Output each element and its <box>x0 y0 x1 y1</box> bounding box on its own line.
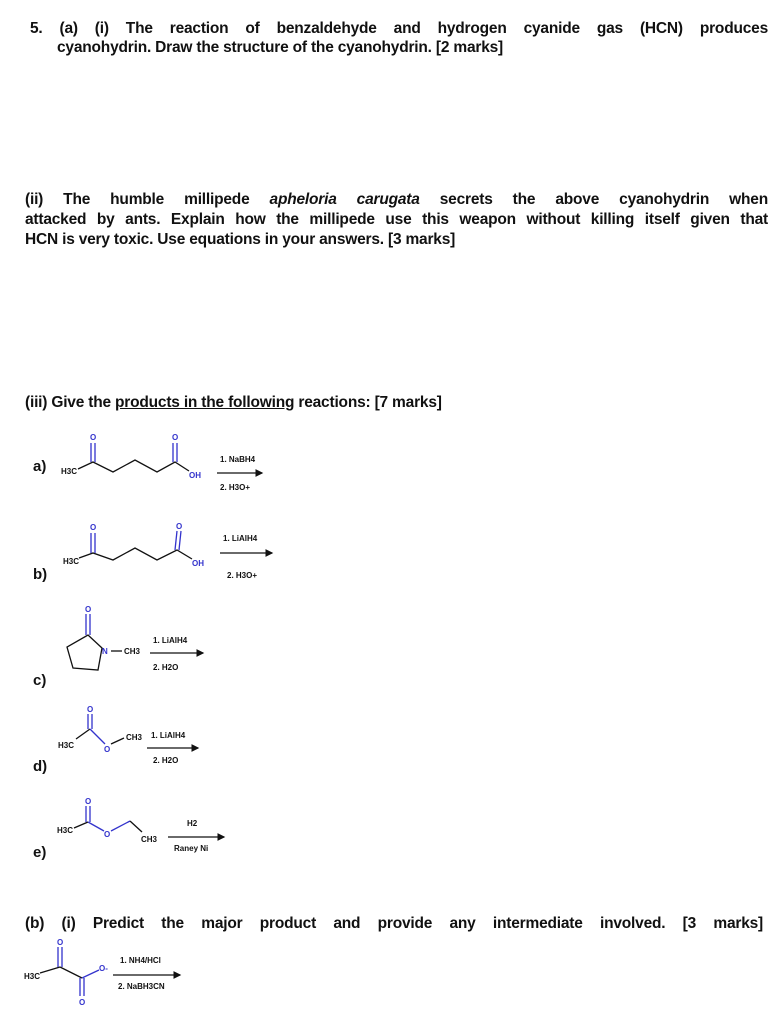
question-5a-ii-line2: attacked by ants. Explain how the millipede use this weapon without killing itself given that <box>25 211 768 228</box>
hydroxyl-label: OH <box>192 559 204 568</box>
question-5a-i-line2: cyanohydrin. Draw the structure of the cyanohydrin. [2 marks] <box>57 39 504 56</box>
text: (ii) The humble millipede <box>25 191 270 208</box>
reagent-1: 1. LiAlH4 <box>153 636 188 645</box>
reaction-e-label: e) <box>33 844 47 861</box>
reagent-1: H2 <box>187 819 198 828</box>
molecule-c <box>67 614 122 670</box>
text: (iii) Give the <box>25 394 116 411</box>
molecule-e <box>74 806 142 832</box>
reagent-2: 2. H2O <box>153 663 179 672</box>
methyl-label: H3C <box>57 826 74 835</box>
oxygen-label: O <box>172 433 179 442</box>
oxide-label: O- <box>99 964 108 973</box>
question-5a-ii-line3: HCN is very toxic. Use equations in your answers. [3 marks] <box>25 231 456 248</box>
oxygen-label: O <box>90 523 97 532</box>
reagent-2: 2. H2O <box>153 756 179 765</box>
reagent-2: Raney Ni <box>174 844 209 853</box>
oxygen-label: O <box>87 705 94 714</box>
oxygen-label: O <box>90 433 97 442</box>
methyl-label: H3C <box>63 557 80 566</box>
nitrogen-label: N <box>102 647 108 656</box>
reaction-c-label: c) <box>33 672 47 689</box>
oxygen-label: O <box>85 605 92 614</box>
reagent-1: 1. NH4/HCl <box>120 956 161 965</box>
oxygen-label: O <box>57 938 64 947</box>
text: reactions: [7 marks] <box>294 394 442 411</box>
reaction-b-label: b) <box>33 566 48 583</box>
reagent-2: 2. H3O+ <box>220 483 251 492</box>
question-5a-i-line1: 5. (a) (i) The reaction of benzaldehyde and hydrogen cyanide gas (HCN) produces <box>30 20 768 37</box>
reagent-1: 1. NaBH4 <box>220 455 256 464</box>
methyl-label: H3C <box>58 741 75 750</box>
methyl-label: H3C <box>24 972 41 981</box>
hydroxyl-label: OH <box>189 471 201 480</box>
reaction-d-label: d) <box>33 758 48 775</box>
question-5b-i: (b) (i) Predict the major product and provide any intermediate involved. [3 marks] <box>25 915 763 932</box>
molecule-d <box>76 714 124 744</box>
molecule-a <box>78 443 189 472</box>
methyl-label: CH3 <box>141 835 158 844</box>
oxygen-label: O <box>176 522 183 531</box>
methyl-label: CH3 <box>126 733 143 742</box>
molecule-pyruvate <box>40 947 99 996</box>
oxygen-label: O <box>104 830 111 839</box>
oxygen-label: O <box>85 797 92 806</box>
oxygen-label: O <box>104 745 111 754</box>
reagent-1: 1. LiAlH4 <box>151 731 186 740</box>
methyl-label: CH3 <box>124 647 141 656</box>
reagent-2: 2. NaBH3CN <box>118 982 165 991</box>
text: secrets the above cyanohydrin when <box>419 191 768 208</box>
reaction-a-label: a) <box>33 458 47 475</box>
underlined-text: products in the following <box>115 394 295 411</box>
molecule-b <box>79 531 192 560</box>
reagent-1: 1. LiAlH4 <box>223 534 258 543</box>
methyl-label: H3C <box>61 467 78 476</box>
species-name: apheloria carugata <box>269 191 420 208</box>
oxygen-label: O <box>79 998 86 1007</box>
reagent-2: 2. H3O+ <box>227 571 258 580</box>
